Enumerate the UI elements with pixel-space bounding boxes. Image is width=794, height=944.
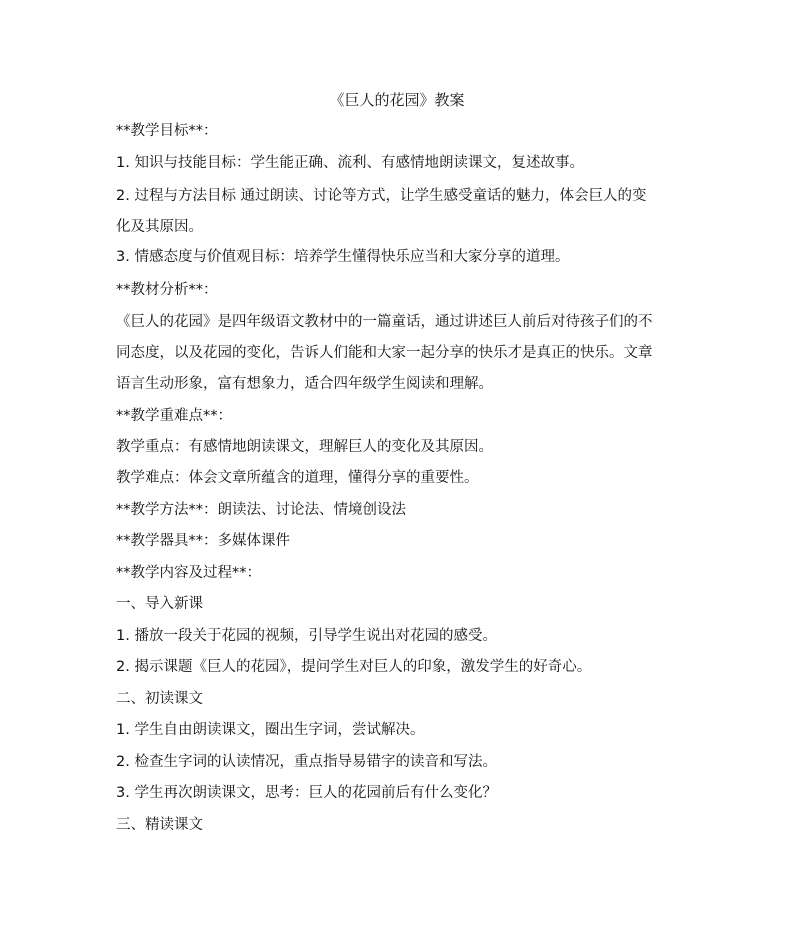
heading-teaching-process: **教学内容及过程**： [116,565,261,581]
introduction-step-2: 2. 揭示课题《巨人的花园》，提问学生对巨人的印象，激发学生的好奇心。 [116,659,592,675]
section-first-reading: 二、初读课文 [116,691,203,707]
teaching-equipment: **教学器具**：多媒体课件 [116,533,290,549]
section-close-reading: 三、精读课文 [116,817,203,833]
section-introduction: 一、导入新课 [116,596,203,612]
objective-process-methods-cont: 化及其原因。 [116,219,203,235]
heading-textbook-analysis: **教材分析**： [116,282,218,298]
heading-teaching-objectives: **教学目标**： [116,123,218,139]
introduction-step-1: 1. 播放一段关于花园的视频，引导学生说出对花园的感受。 [116,628,497,644]
first-reading-step-3: 3. 学生再次朗读课文，思考：巨人的花园前后有什么变化？ [116,785,497,801]
objective-knowledge-skills: 1. 知识与技能目标：学生能正确、流利、有感情地朗读课文，复述故事。 [116,155,584,171]
heading-key-difficult-points: **教学重难点**： [116,408,232,424]
first-reading-step-2: 2. 检查生字词的认读情况，重点指导易错字的读音和写法。 [116,754,497,770]
page-title: 《巨人的花园》教案 [329,91,465,109]
key-point: 教学重点：有感情地朗读课文，理解巨人的变化及其原因。 [116,439,493,455]
analysis-paragraph-line-2: 同态度，以及花园的变化，告诉人们能和大家一起分享的快乐才是真正的快乐。文章 [116,345,653,361]
analysis-paragraph-line-1: 《巨人的花园》是四年级语文教材中的一篇童话，通过讲述巨人前后对待孩子们的不 [116,314,653,330]
teaching-methods: **教学方法**：朗读法、讨论法、情境创设法 [116,502,406,518]
first-reading-step-1: 1. 学生自由朗读课文，圈出生字词，尝试解决。 [116,722,425,738]
objective-emotion-values: 3. 情感态度与价值观目标：培养学生懂得快乐应当和大家分享的道理。 [116,249,570,265]
difficult-point: 教学难点：体会文章所蕴含的道理，懂得分享的重要性。 [116,470,479,486]
objective-process-methods: 2. 过程与方法目标 通过朗读、讨论等方式，让学生感受童话的魅力，体会巨人的变 [116,188,647,204]
analysis-paragraph-line-3: 语言生动形象，富有想象力，适合四年级学生阅读和理解。 [116,376,493,392]
